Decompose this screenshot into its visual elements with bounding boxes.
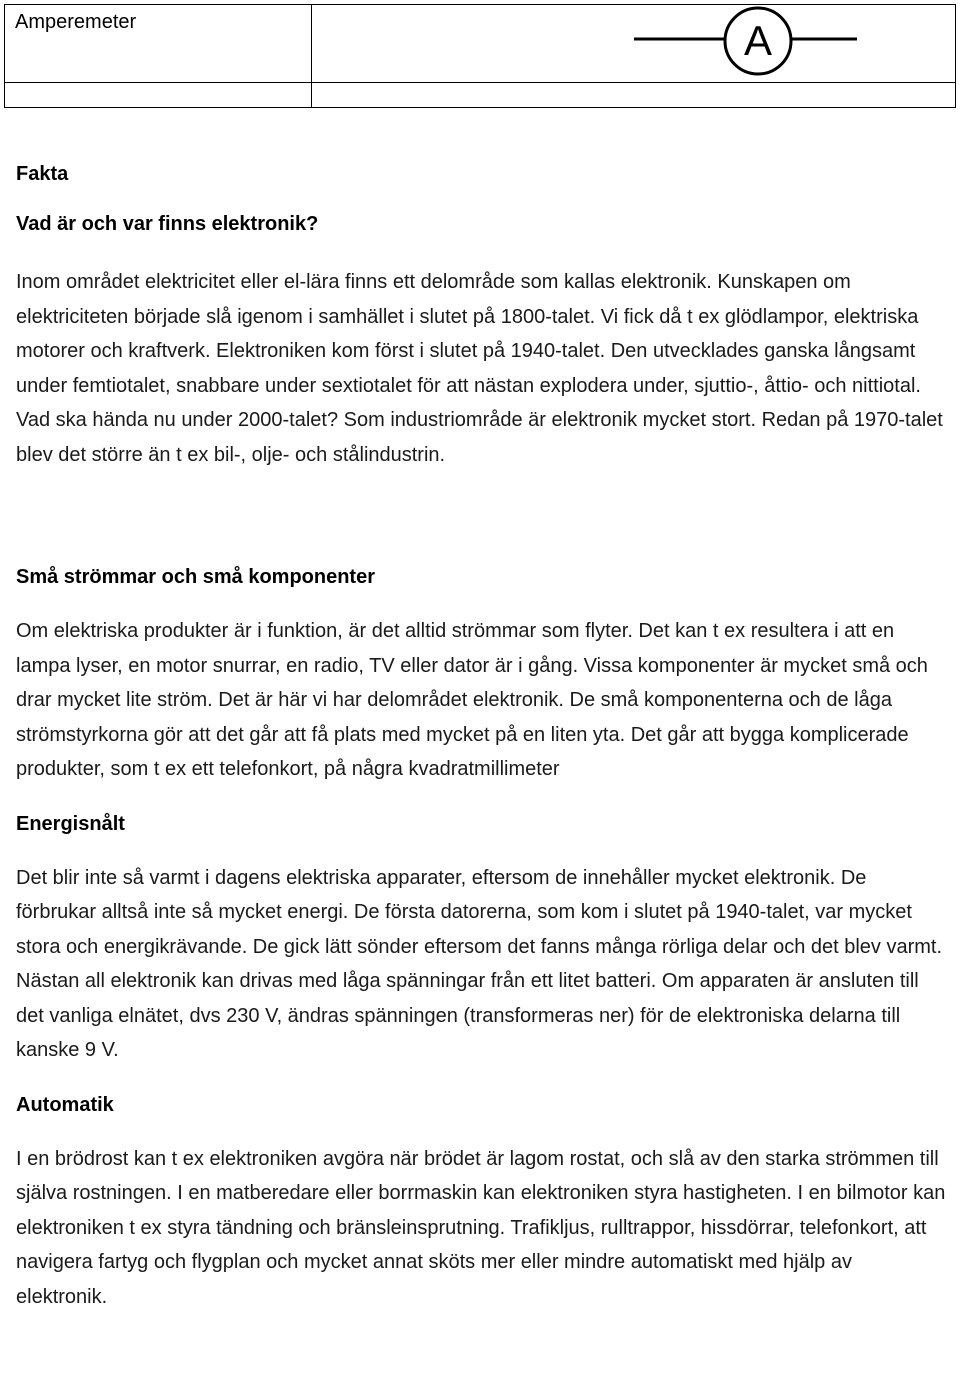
- section-heading-elektronik: Vad är och var finns elektronik?: [16, 213, 319, 235]
- section-heading-automatik: Automatik: [16, 1093, 114, 1116]
- symbol-table: [4, 4, 956, 108]
- section-paragraph-sma-strommar: Om elektriska produkter är i funktion, är det alltid strömmar som flyter. Det kan t ex resultera i att en lampa lyser, en motor snurrar, en radio, TV eller dator är i gång. Vissa komponenter är mycket små och drar mycket lite ström. Det är här vi har delområdet elektronik. De små komponenterna och de låga strömstyrkorna gör att det går att få plats med mycket på en liten yta. Det går att bygga komplicerade produkter, som t ex ett telefonkort, på några kvadratmillimeter: [16, 620, 928, 780]
- table-cell-empty-right: [312, 83, 955, 107]
- symbol-letter: A: [743, 17, 773, 64]
- table-cell-empty-left: [5, 83, 312, 107]
- table-cell-symbol: [312, 5, 955, 83]
- section-heading-energisnalt: Energisnålt: [16, 812, 125, 835]
- section-paragraph-automatik: I en brödrost kan t ex elektroniken avgöra när brödet är lagom rostat, och slå av den starka strömmen till själva rostningen. I en matberedare eller borrmaskin kan elektroniken styra hastigheten. I en bilmotor kan elektroniken t ex styra tändning och bränsleinsprutning. Trafikljus, rulltrappor, hissdörrar, telefonkort, att navigera fartyg och flygplan och mycket annat sköts mer eller mindre automatiskt med hjälp av elektronik.: [16, 1147, 946, 1308]
- section-paragraph-elektronik: Inom området elektricitet eller el-lära finns ett delområde som kallas elektronik. Kunskapen om elektriciteten började slå igenom i samhället i slutet på 1800-talet. Vi fick då t ex glödlampor, elektriska motorer och kraftverk. Elektroniken kom först i slutet på 1940-talet. Den utvecklades ganska långsamt under femtiotalet, snabbare under sextiotalet för att nästan explodera under, sjuttio-, åttio- och nittiotal. Vad ska hända nu under 2000-talet? Som industriområde är elektronik mycket stort. Redan på 1970-talet blev det större än t ex bil-, olje- och stålindustrin.: [16, 271, 943, 466]
- document-body: [16, 157, 946, 1314]
- section-paragraph-energisnalt: Det blir inte så varmt i dagens elektriska apparater, eftersom de innehåller mycket elektronik. De förbrukar alltså inte så mycket energi. De första datorerna, som kom i slutet på 1940-talet, var mycket stora och energikrävande. De gick lätt sönder eftersom det fanns många rörliga delar och det blev varmt. Nästan all elektronik kan drivas med låga spänningar från ett litet batteri. Om apparaten är ansluten till det vanliga elnätet, dvs 230 V, ändras spänningen (transformeras ner) för de elektroniska delarna till kanske 9 V.: [16, 866, 943, 1061]
- table-cell-label: [5, 5, 312, 83]
- fakta-label: Fakta: [16, 163, 69, 185]
- instrument-name: Amperemeter: [15, 11, 137, 33]
- ammeter-symbol: [632, 5, 862, 81]
- section-heading-sma-strommar: Små strömmar och små komponenter: [16, 566, 375, 588]
